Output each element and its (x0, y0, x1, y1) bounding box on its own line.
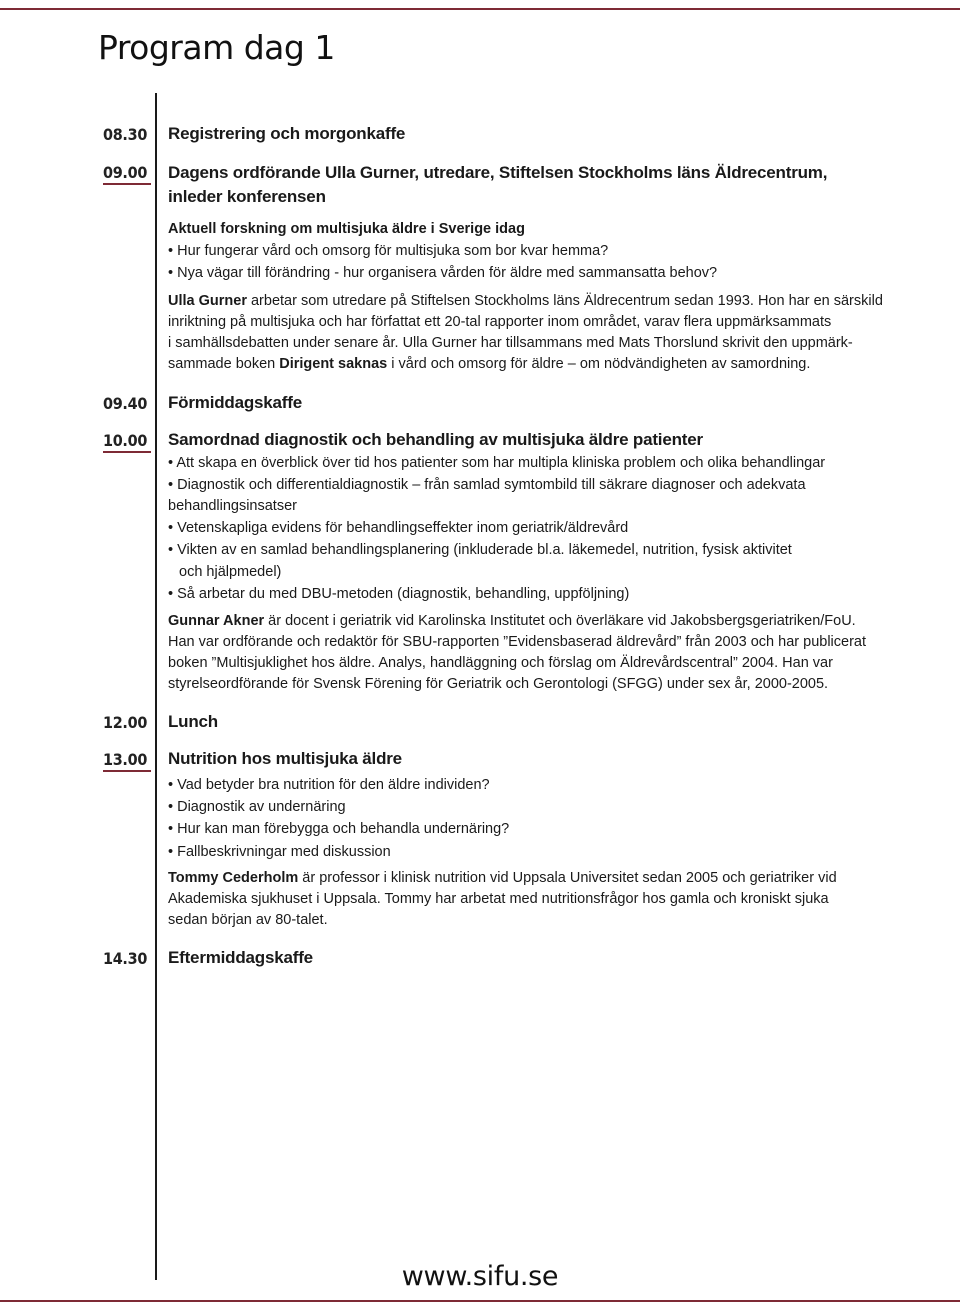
session-heading-lunch: Lunch (168, 712, 218, 731)
bio-text: inriktning på multisjuka och har författat ett 20-tal rapporter inom området, varav flera uppmärksammats (168, 314, 832, 330)
bio-text: arbetar som utredare på Stiftelsen Stockholms läns Äldrecentrum sedan 1993. Hon har en särskild (246, 293, 883, 309)
bio-text: i samhällsdebatten under senare år. Ulla Gurner har tillsammans med Mats Thorslund skrivit den uppmärk- (168, 335, 853, 351)
bullet-item-cont: och hjälpmedel) (179, 564, 282, 580)
bottom-rule (0, 1300, 960, 1302)
bullet-item: • Vad betyder bra nutrition för den äldre individen? (168, 777, 490, 793)
session-subheading: Aktuell forskning om multisjuka äldre i Sverige idag (168, 221, 525, 237)
time-1000: 10.00 (103, 431, 151, 453)
session-heading-chair-cont: inleder konferensen (168, 187, 326, 206)
session-heading-chair: Dagens ordförande Ulla Gurner, utredare, Stiftelsen Stockholms läns Äldrecentrum, (168, 163, 828, 182)
session-heading-afternoon-coffee: Eftermiddagskaffe (168, 948, 313, 967)
bullet-item: • Vetenskapliga evidens för behandlingseffekter inom geriatrik/äldrevård (168, 520, 628, 536)
bullet-item: • Vikten av en samlad behandlingsplanering (inkluderade bl.a. läkemedel, nutrition, fysisk aktivitet (168, 542, 792, 558)
bullet-item: • Diagnostik och differentialdiagnostik – från samlad symtombild till säkrare diagnoser och adekvata (168, 477, 806, 493)
time-1430: 14.30 (103, 949, 148, 968)
bio-text: styrelseordförande för Svensk Förening för Geriatrik och Gerontologi (SFGG) under sex år, 2000-2005. (168, 676, 829, 692)
page-title: Program dag 1 (98, 28, 335, 67)
bullet-item: • Att skapa en överblick över tid hos patienter som har multipla kliniska problem och olika behandlingar (168, 455, 825, 471)
speaker-name: Tommy Cederholm (168, 870, 299, 886)
time-1200: 12.00 (103, 713, 148, 732)
bullet-item: • Nya vägar till förändring - hur organisera vården för äldre med sammansatta behov? (168, 265, 717, 281)
time-0900: 09.00 (103, 163, 151, 185)
bio-text: är docent i geriatrik vid Karolinska Institutet och överläkare vid Jakobsbergsgeriatriken/FoU. (264, 613, 856, 629)
bullet-item: • Hur fungerar vård och omsorg för multisjuka som bor kvar hemma? (168, 243, 608, 259)
speaker-bio (168, 293, 883, 309)
bullet-item: • Fallbeskrivningar med diskussion (168, 844, 391, 860)
time-0830: 08.30 (103, 125, 148, 144)
speaker-bio (168, 613, 856, 629)
top-rule (0, 8, 960, 10)
bullet-item: • Hur kan man förebygga och behandla undernäring? (168, 821, 509, 837)
bio-text-part: sammade boken (168, 356, 280, 372)
speaker-name: Ulla Gurner (168, 293, 247, 309)
session-heading-diagnostics: Samordnad diagnostik och behandling av multisjuka äldre patienter (168, 430, 703, 449)
time-0940: 09.40 (103, 394, 148, 413)
footer-url: www.sifu.se (401, 1261, 559, 1292)
timeline-rule (155, 93, 157, 1280)
bio-text-part: i vård och omsorg för äldre – om nödvändigheten av samordning. (387, 356, 811, 372)
bio-text: Han var ordförande och redaktör för SBU-rapporten ”Evidensbaserad äldrevård” från 2003 och har publicerat (168, 634, 866, 650)
session-heading-nutrition: Nutrition hos multisjuka äldre (168, 749, 402, 768)
speaker-bio (168, 870, 837, 886)
bullet-item: • Diagnostik av undernäring (168, 799, 346, 815)
bio-text: Akademiska sjukhuset i Uppsala. Tommy har arbetat med nutritionsfrågor hos gamla och kroniskt sjuka (168, 891, 829, 907)
time-1300: 13.00 (103, 750, 151, 772)
speaker-name: Gunnar Akner (168, 613, 265, 629)
bio-text: sedan början av 80-talet. (168, 912, 328, 928)
bio-text: boken ”Multisjuklighet hos äldre. Analys, handläggning och förslag om Äldrevårdscentral” 2004. Han var (168, 655, 833, 671)
bio-text: är professor i klinisk nutrition vid Uppsala Universitet sedan 2005 och geriatriker vid (298, 870, 837, 886)
session-heading-coffee: Förmiddagskaffe (168, 393, 302, 412)
bullet-item-cont: behandlingsinsatser (168, 498, 297, 514)
book-title: Dirigent saknas (279, 356, 388, 372)
session-heading-registration: Registrering och morgonkaffe (168, 124, 406, 143)
bio-text (168, 356, 810, 372)
bullet-item: • Så arbetar du med DBU-metoden (diagnostik, behandling, uppföljning) (168, 586, 629, 602)
